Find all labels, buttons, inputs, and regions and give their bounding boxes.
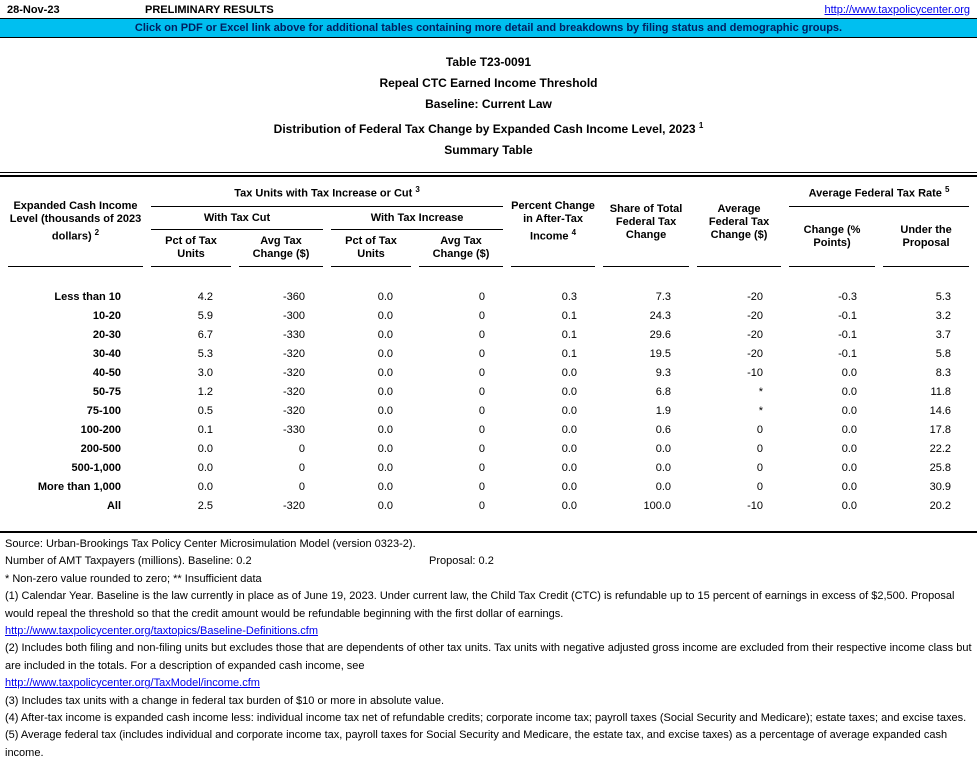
table-row <box>8 421 969 440</box>
cell-value: -10 <box>747 500 764 512</box>
cell-value: 0.0 <box>197 443 213 455</box>
table-row <box>8 497 969 516</box>
cell-value: 0.0 <box>561 386 578 398</box>
cell-value: 5.8 <box>935 348 952 360</box>
cell-value: 0 <box>478 386 486 398</box>
summary-table <box>0 178 977 516</box>
cell-value: 0.0 <box>561 443 578 455</box>
cell-value: 0 <box>298 481 305 493</box>
table-row <box>8 440 969 459</box>
cell-value: 0.1 <box>197 424 213 436</box>
cell-value: 0.0 <box>377 462 393 474</box>
cell-value: 0.0 <box>377 386 393 398</box>
header-cut-avg-tax-change: Avg Tax Change ($) <box>239 230 323 267</box>
footnote-line: (1) Calendar Year. Baseline is the law currently in place as of June 19, 2023. Under current law, the Child Tax Credit (CTC) is refundable up to 15 percent of earnings in excess of $2,500. Proposal would repeal the threshold so that the credit amount would be refundable beginning with the first dollar of earnings. <box>5 590 955 620</box>
cell-value: 0.0 <box>561 405 578 417</box>
cell-value: -20 <box>747 348 764 360</box>
cell-value: 0.6 <box>655 424 672 436</box>
top-bar <box>0 0 977 18</box>
cell-value: -20 <box>747 329 764 341</box>
table-body <box>8 288 969 516</box>
cell-value: 0.0 <box>197 462 213 474</box>
row-label: All <box>106 500 121 512</box>
amt-taxpayers-line <box>5 553 972 570</box>
header-group-tax-units-increase-or-cut: Tax Units with Tax Increase or Cut $^3$ <box>151 178 503 207</box>
cell-value: -10 <box>747 367 764 379</box>
header-group-average-federal-tax-rate: Average Federal Tax Rate $^5$ <box>789 178 969 207</box>
cell-value: 11.8 <box>930 386 952 398</box>
cell-value: 0.0 <box>841 424 858 436</box>
cell-value: 25.8 <box>929 462 952 474</box>
site-url-wrap <box>824 4 970 16</box>
footnote-line: (5) Average federal tax (includes individual and corporate income tax, payroll taxes for Social Security and Medicare, the estate tax, and excise taxes) as a percentage of average expanded cash income. <box>5 729 948 759</box>
cell-value: 0.1 <box>561 329 578 341</box>
footnote-link[interactable]: http://www.taxpolicycenter.org/taxtopics/Baseline-Definitions.cfm <box>5 625 319 638</box>
table-row <box>8 307 969 326</box>
table-top-double-rule <box>0 172 977 177</box>
cell-value: 0 <box>478 310 486 322</box>
cell-value: 5.9 <box>197 310 213 322</box>
cell-value: 0.0 <box>655 481 672 493</box>
cell-value: 0.0 <box>655 443 672 455</box>
cell-value: 0.0 <box>197 481 213 493</box>
cell-value: -320 <box>282 500 305 512</box>
cell-value: 20.2 <box>929 500 952 512</box>
row-label: 10-20 <box>92 310 121 322</box>
cell-value: 6.7 <box>197 329 213 341</box>
header-with-tax-cut: With Tax Cut <box>151 207 323 230</box>
header-share-total-federal-tax-change: Share of Total Federal Tax Change <box>603 178 689 267</box>
table-number-title: Table T23-0091 <box>445 55 532 69</box>
cell-value: 14.6 <box>929 405 952 417</box>
cell-value: 0.0 <box>561 424 578 436</box>
cell-value: * <box>758 405 764 417</box>
cell-value: 0 <box>756 462 764 474</box>
cell-value: 0.0 <box>377 424 393 436</box>
cell-value: 24.3 <box>649 310 672 322</box>
summary-table-title: Summary Table <box>444 143 533 157</box>
header-change-pct-points: Change (% Points) <box>789 207 875 267</box>
cell-value: 0.0 <box>841 386 858 398</box>
cell-value: 4.2 <box>197 291 213 303</box>
cell-value: 2.5 <box>197 500 213 512</box>
cell-value: -320 <box>282 405 305 417</box>
cell-value: 0.0 <box>377 367 393 379</box>
cell-value: 5.3 <box>935 291 952 303</box>
cell-value: 0.0 <box>377 443 393 455</box>
cell-value: 0.3 <box>561 291 578 303</box>
cell-value: -320 <box>282 386 305 398</box>
amt-proposal-text: Proposal: 0.2 <box>429 555 494 568</box>
cell-value: 3.0 <box>197 367 213 379</box>
cell-value: 100.0 <box>643 500 672 512</box>
footnote-ref-1: 1 <box>698 121 704 130</box>
header-increase-pct-of-tax-units: Pct of Tax Units <box>331 230 411 267</box>
table-row <box>8 288 969 307</box>
proposal-title: Repeal CTC Earned Income Threshold <box>379 76 598 90</box>
cell-value: 0.1 <box>561 348 578 360</box>
cell-value: -0.1 <box>838 348 858 360</box>
row-label: 100-200 <box>80 424 121 436</box>
cell-value: 0 <box>478 405 486 417</box>
cell-value: 0.5 <box>197 405 213 417</box>
cell-value: 0 <box>478 424 486 436</box>
cell-value: 30.9 <box>929 481 952 493</box>
cell-value: 29.6 <box>649 329 672 341</box>
cell-value: -20 <box>747 291 764 303</box>
cell-value: 0.0 <box>377 481 393 493</box>
cell-value: -0.1 <box>838 329 858 341</box>
footnote-line: (4) After-tax income is expanded cash income less: individual income tax net of refundable credits; corporate income tax; payroll taxes (Social Security and Medicare); estate taxes; and excise taxes. <box>5 712 967 725</box>
cell-value: -330 <box>282 329 305 341</box>
cell-value: 3.7 <box>935 329 952 341</box>
row-label: More than 1,000 <box>37 481 121 493</box>
footnote-link-line <box>5 623 972 640</box>
cell-value: 7.3 <box>655 291 672 303</box>
title-block <box>0 52 977 161</box>
cell-value: 0.1 <box>561 310 578 322</box>
report-date: 28-Nov-23 <box>7 3 60 16</box>
cell-value: 0.0 <box>377 405 393 417</box>
cell-value: 1.9 <box>655 405 672 417</box>
cell-value: 0.0 <box>655 462 672 474</box>
baseline-title: Baseline: Current Law <box>425 97 552 111</box>
row-label: 30-40 <box>92 348 121 360</box>
cell-value: 3.2 <box>935 310 952 322</box>
header-body-spacer <box>8 267 969 288</box>
table-row <box>8 402 969 421</box>
distribution-title: Distribution of Federal Tax Change by Expanded Cash Income Level, 2023 $^1$ <box>273 121 704 136</box>
table-row <box>8 345 969 364</box>
header-cut-pct-of-tax-units: Pct of Tax Units <box>151 230 231 267</box>
header-with-tax-increase: With Tax Increase <box>331 207 503 230</box>
table-row <box>8 459 969 478</box>
row-label: 500-1,000 <box>71 462 121 474</box>
table-row <box>8 383 969 402</box>
cell-value: 0.0 <box>377 500 393 512</box>
cell-value: 0.0 <box>377 291 393 303</box>
cell-value: -0.3 <box>838 291 858 303</box>
cell-value: 0 <box>478 500 486 512</box>
cell-value: 0 <box>756 424 764 436</box>
cell-value: 0.0 <box>561 481 578 493</box>
footnote-line: (2) Includes both filing and non-filing units but excludes those that are dependents of other tax units. Tax units with negative adjusted gross income are excluded from their respective income class but are included in the totals. For a description of expanded cash income, see <box>5 642 972 672</box>
cell-value: 0 <box>478 329 486 341</box>
footnote-link-line <box>5 675 972 692</box>
cell-value: 0.0 <box>841 481 858 493</box>
cell-value: 0 <box>298 462 305 474</box>
cell-value: 0.0 <box>841 367 858 379</box>
footnote-line: (3) Includes tax units with a change in federal tax burden of $10 or more in absolute value. <box>5 694 445 707</box>
cell-value: 0.0 <box>377 310 393 322</box>
row-label: 75-100 <box>86 405 121 417</box>
row-label: 40-50 <box>92 367 121 379</box>
cell-value: 0.0 <box>377 329 393 341</box>
cell-value: 0.0 <box>841 462 858 474</box>
info-banner: Click on PDF or Excel link above for additional tables containing more detail and breakdowns by filing status and demographic groups. <box>0 18 977 38</box>
cell-value: 0 <box>478 481 486 493</box>
cell-value: 0 <box>478 348 486 360</box>
cell-value: 0 <box>478 462 486 474</box>
table-row <box>8 478 969 497</box>
footnotes-block <box>0 533 977 762</box>
cell-value: 0 <box>298 443 305 455</box>
cell-value: 9.3 <box>655 367 672 379</box>
cell-value: -320 <box>282 348 305 360</box>
footnote-line: Source: Urban-Brookings Tax Policy Center Microsimulation Model (version 0323-2). <box>5 538 416 550</box>
cell-value: 5.3 <box>197 348 213 360</box>
cell-value: 8.3 <box>935 367 952 379</box>
cell-value: * <box>758 386 764 398</box>
cell-value: 0 <box>478 443 486 455</box>
header-average-federal-tax-change: Average Federal Tax Change ($) <box>697 178 781 267</box>
cell-value: 0.0 <box>841 443 858 455</box>
cell-value: 22.2 <box>929 443 952 455</box>
cell-value: 0.0 <box>841 500 858 512</box>
cell-value: 19.5 <box>649 348 672 360</box>
cell-value: -20 <box>747 310 764 322</box>
row-label: 50-75 <box>92 386 121 398</box>
cell-value: 17.8 <box>929 424 952 436</box>
table-row <box>8 326 969 345</box>
row-label: 20-30 <box>92 329 121 341</box>
cell-value: 0.0 <box>561 462 578 474</box>
header-pct-change-after-tax-income: Percent Change in After-Tax Income $^4$ <box>511 178 595 267</box>
row-label: Less than 10 <box>54 291 121 303</box>
cell-value: -300 <box>282 310 305 322</box>
header-under-the-proposal: Under the Proposal <box>883 207 969 267</box>
cell-value: 0.0 <box>561 367 578 379</box>
cell-value: -360 <box>282 291 305 303</box>
cell-value: 0 <box>756 443 764 455</box>
cell-value: -0.1 <box>838 310 858 322</box>
preliminary-results-label: PRELIMINARY RESULTS <box>145 3 274 16</box>
header-increase-avg-tax-change: Avg Tax Change ($) <box>419 230 503 267</box>
footnote-link[interactable]: http://www.taxpolicycenter.org/TaxModel/income.cfm <box>5 677 260 690</box>
cell-value: -330 <box>282 424 305 436</box>
cell-value: 0.0 <box>377 348 393 360</box>
amt-baseline-text: Number of AMT Taxpayers (millions). Baseline: 0.2 <box>5 555 252 568</box>
cell-value: 0 <box>478 291 486 303</box>
cell-value: 0 <box>478 367 486 379</box>
cell-value: 0.0 <box>841 405 858 417</box>
footnote-line: * Non-zero value rounded to zero; ** Insufficient data <box>5 572 262 585</box>
cell-value: -320 <box>282 367 305 379</box>
cell-value: 1.2 <box>197 386 213 398</box>
site-url-link[interactable]: http://www.taxpolicycenter.org <box>824 3 970 16</box>
cell-value: 0 <box>756 481 764 493</box>
cell-value: 0.0 <box>561 500 578 512</box>
header-expanded-cash-income: Expanded Cash Income Level (thousands of 2023 dollars) $^2$ <box>8 178 143 267</box>
row-label: 200-500 <box>80 443 121 455</box>
cell-value: 6.8 <box>655 386 672 398</box>
table-row <box>8 364 969 383</box>
